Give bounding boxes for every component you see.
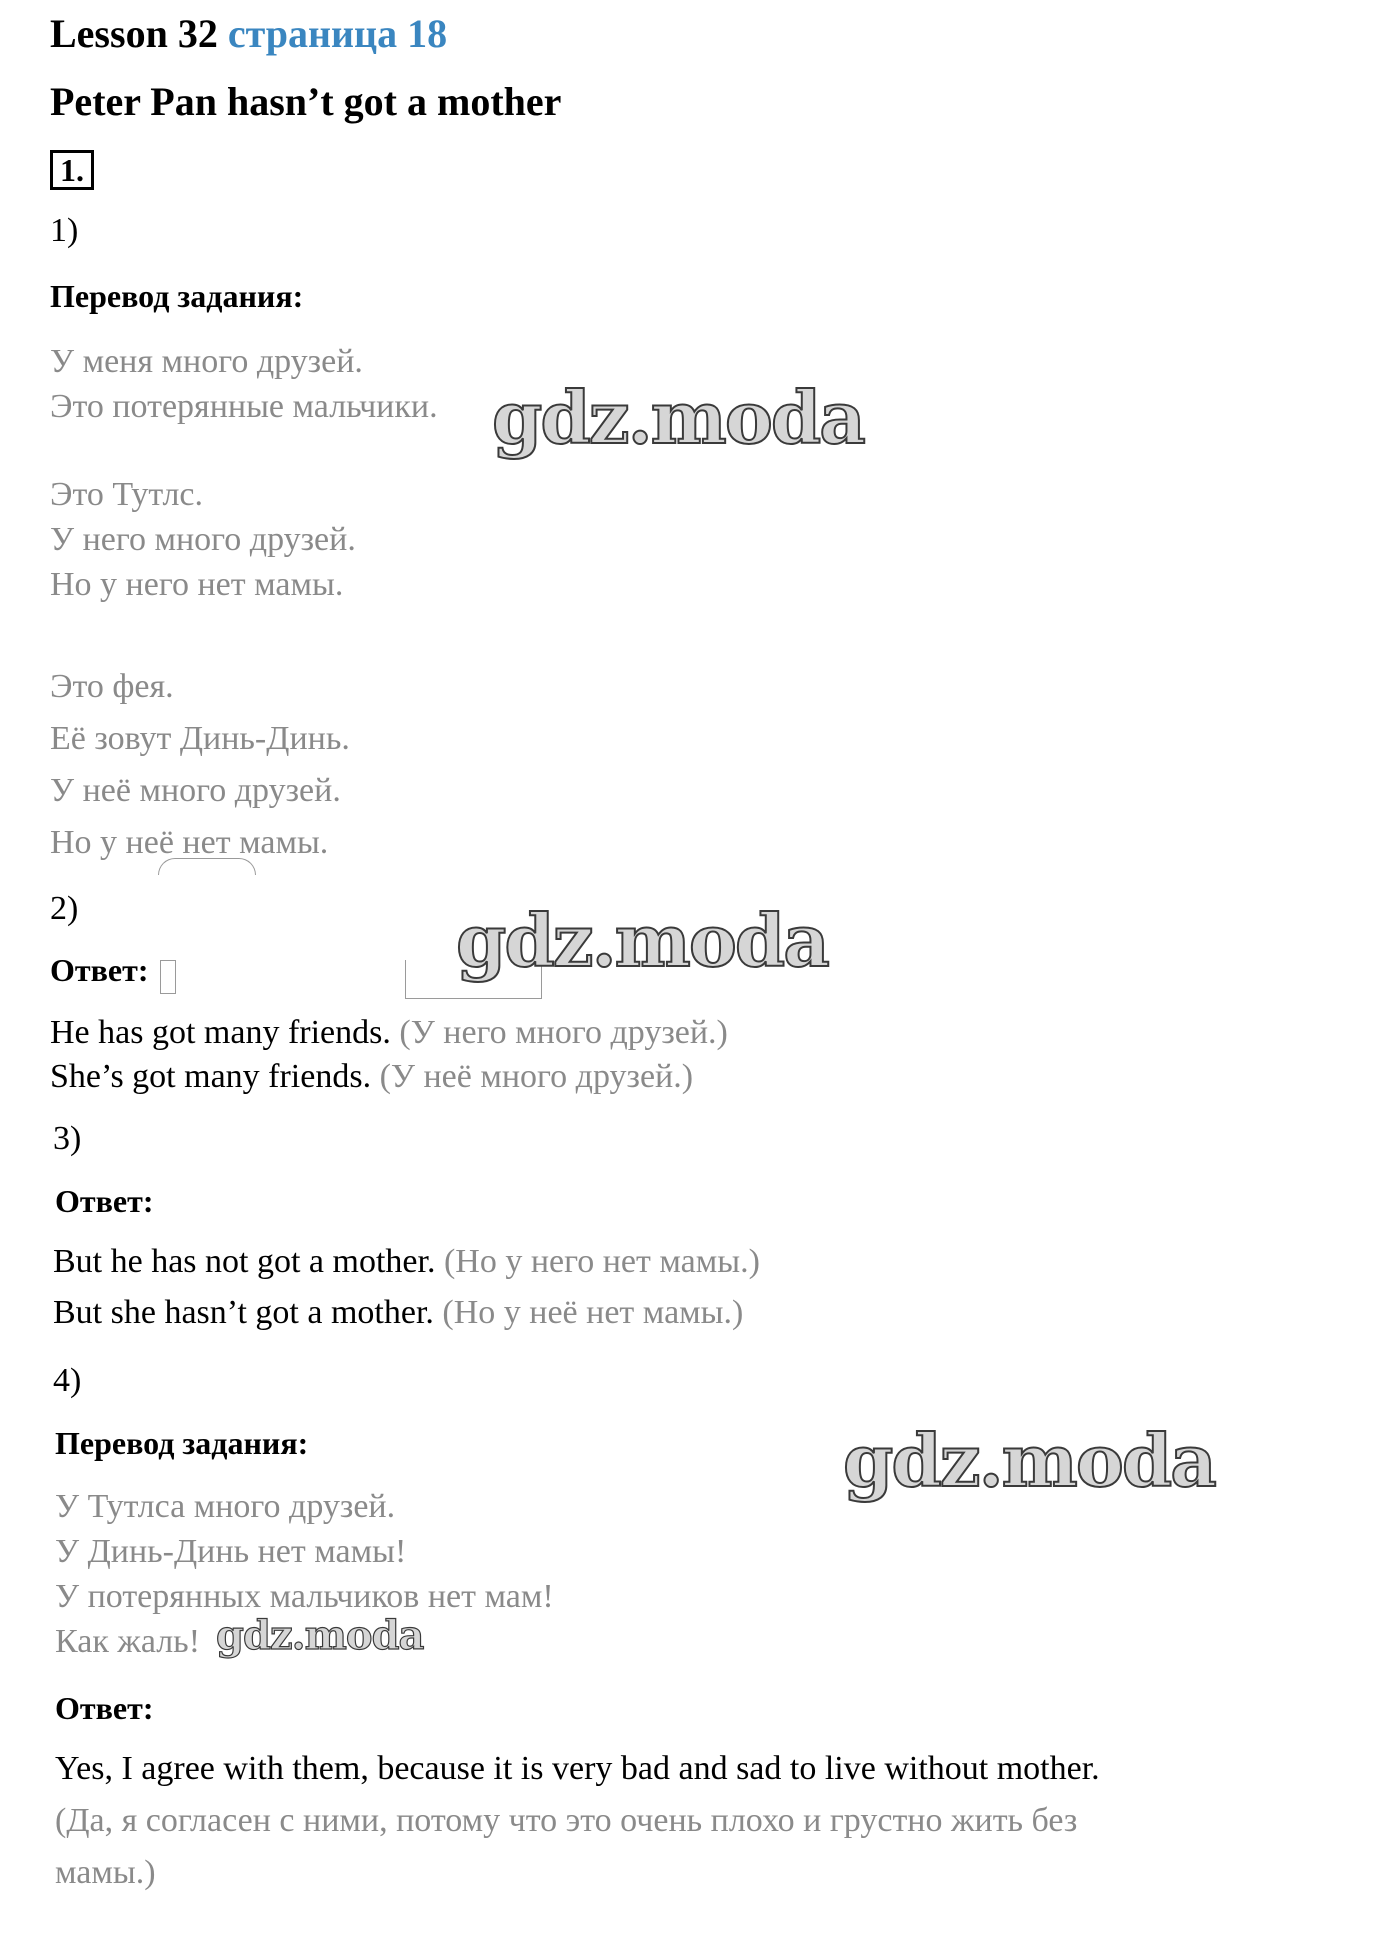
lesson-title xyxy=(50,10,447,57)
s1-line: Но у него нет мамы. xyxy=(50,566,344,603)
s1-line: Но у неё нет мамы. xyxy=(50,824,329,861)
section-1-label: Перевод задания: xyxy=(50,278,304,314)
s4-line: У потерянных мальчиков нет мам! xyxy=(55,1578,554,1615)
scan-mark xyxy=(158,858,256,875)
s1-line: Её зовут Динь-Динь. xyxy=(50,720,350,757)
section-4-number: 4) xyxy=(53,1362,82,1399)
s4-line: У Тутлса много друзей. xyxy=(55,1488,396,1525)
page-subtitle: Peter Pan hasn’t got a mother xyxy=(50,79,562,124)
answer-ru: (У него много друзей.) xyxy=(399,1014,728,1051)
answer-en: She’s got many friends. xyxy=(50,1058,372,1095)
section-1-number: 1) xyxy=(50,212,79,249)
s2-answer xyxy=(50,1058,693,1096)
answer-ru: (У неё много друзей.) xyxy=(379,1058,694,1095)
answer-ru: (Но у неё нет мамы.) xyxy=(442,1294,744,1331)
s1-line: Это Тутлс. xyxy=(50,476,203,513)
s4-answer-en: Yes, I agree with them, because it is very bad and sad to live without mother. xyxy=(55,1750,1100,1787)
s4-line: У Динь-Динь нет мамы! xyxy=(55,1533,407,1570)
watermark-logo: gdz.moda xyxy=(492,375,864,460)
section-4-label: Перевод задания: xyxy=(55,1425,309,1461)
section-2-label: Ответ: xyxy=(50,952,149,988)
section-2-number: 2) xyxy=(50,890,79,927)
s1-line: У неё много друзей. xyxy=(50,772,341,809)
s1-line: У него много друзей. xyxy=(50,521,356,558)
answer-en: But she hasn’t got a mother. xyxy=(53,1294,434,1331)
s4-answer-ru: (Да, я согласен с ними, потому что это очень плохо и грустно жить без xyxy=(55,1802,1078,1839)
watermark-logo: gdz.moda xyxy=(216,1612,424,1659)
s4-answer-ru: мамы.) xyxy=(55,1854,156,1891)
scan-mark xyxy=(160,960,176,994)
page-link[interactable]: страница 18 xyxy=(227,11,448,56)
answer-ru: (Но у него нет мамы.) xyxy=(443,1243,760,1280)
s3-answer xyxy=(53,1294,743,1332)
watermark-logo: gdz.moda xyxy=(456,898,828,983)
task-number-box: 1. xyxy=(50,150,94,190)
answer-en: But he has not got a mother. xyxy=(53,1243,436,1280)
section-3-label: Ответ: xyxy=(55,1183,154,1219)
s2-answer xyxy=(50,1014,728,1052)
s1-line: Это потерянные мальчики. xyxy=(50,388,438,425)
s3-answer xyxy=(53,1243,760,1281)
answer-en: He has got many friends. xyxy=(50,1014,391,1051)
watermark-logo: gdz.moda xyxy=(843,1418,1215,1503)
section-4-answer-label: Ответ: xyxy=(55,1690,154,1726)
s1-line: У меня много друзей. xyxy=(50,343,363,380)
section-3-number: 3) xyxy=(53,1120,82,1157)
s4-line: Как жаль! xyxy=(55,1623,201,1660)
s1-line: Это фея. xyxy=(50,668,174,705)
lesson-label: Lesson 32 xyxy=(50,11,218,56)
